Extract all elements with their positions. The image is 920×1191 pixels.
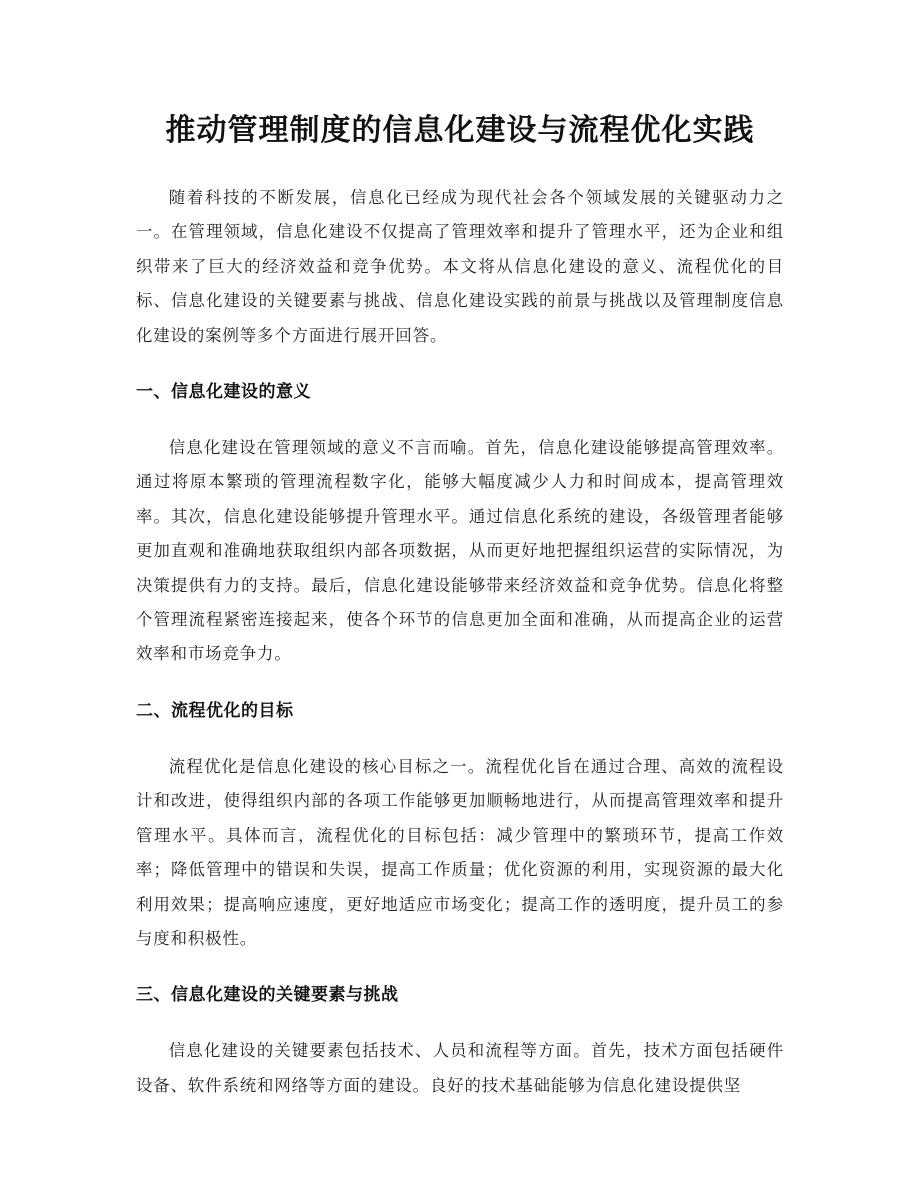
section-paragraph-2: 流程优化是信息化建设的核心目标之一。流程优化旨在通过合理、高效的流程设计和改进，使得组织内部的各项工作能够更加顺畅地进行，从而提高管理效率和提升管理水平。具体而言，流程优化的目标包括：减少管理中的繁琐环节，提高工作效率；降低管理中的错误和失误，提高工作质量；优化资源的利用，实现资源的最大化利用效果；提高响应速度，更好地适应市场变化；提高工作的透明度，提升员工的参与度和积极性。 <box>136 756 784 948</box>
intro-paragraph: 随着科技的不断发展，信息化已经成为现代社会各个领域发展的关键驱动力之一。在管理领域，信息化建设不仅提高了管理效率和提升了管理水平，还为企业和组织带来了巨大的经济效益和竞争优势。本文将从信息化建设的意义、流程优化的目标、信息化建设的关键要素与挑战、信息化建设实践的前景与挑战以及管理制度信息化建设的案例等多个方面进行展开回答。 <box>136 188 784 345</box>
section-paragraph-3: 信息化建设的关键要素包括技术、人员和流程等方面。首先，技术方面包括硬件设备、软件系统和网络等方面的建设。良好的技术基础能够为信息化建设提供坚 <box>136 1041 784 1095</box>
document-body <box>136 181 784 1103</box>
document-title: 推动管理制度的信息化建设与流程优化实践 <box>165 113 755 148</box>
section-heading-2: 二、流程优化的目标 <box>136 700 294 721</box>
section-paragraph-1: 信息化建设在管理领域的意义不言而喻。首先，信息化建设能够提高管理效率。通过将原本繁琐的管理流程数字化，能够大幅度减少人力和时间成本，提高管理效率。其次，信息化建设能够提升管理水平。通过信息化系统的建设，各级管理者能够更加直观和准确地获取组织内部各项数据，从而更好地把握组织运营的实际情况，为决策提供有力的支持。最后，信息化建设能够带来经济效益和竞争优势。信息化将整个管理流程紧密连接起来，使各个环节的信息更加全面和准确，从而提高企业的运营效率和市场竞争力。 <box>136 438 784 664</box>
section-heading-3: 三、信息化建设的关键要素与挑战 <box>136 985 399 1006</box>
section-heading-1: 一、信息化建设的意义 <box>136 382 311 403</box>
